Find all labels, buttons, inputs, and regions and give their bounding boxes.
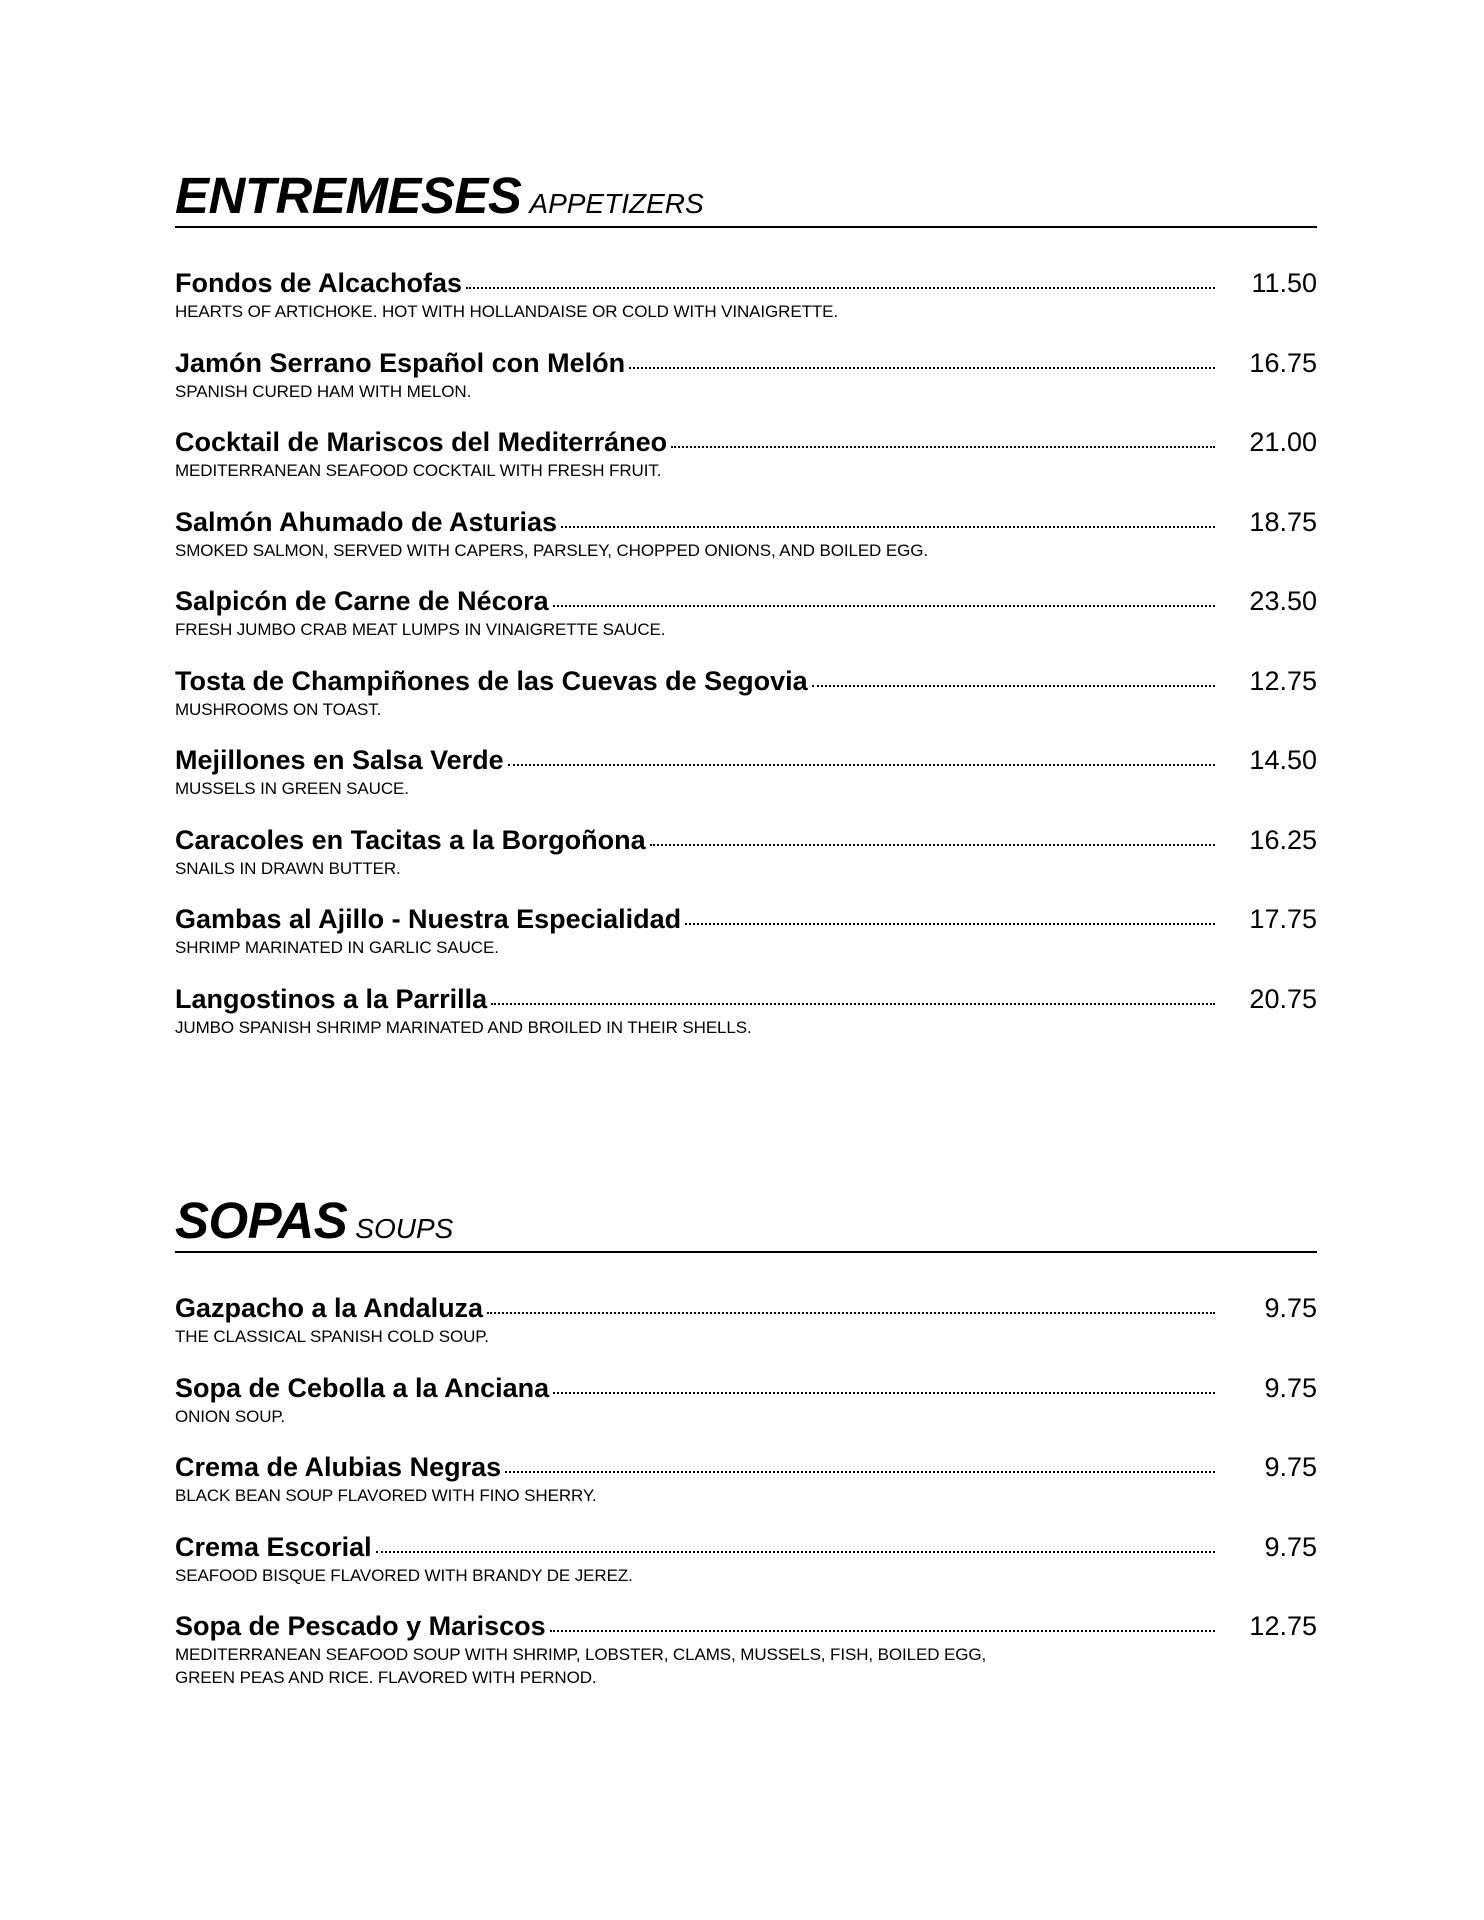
menu-item-price: 9.75 [1264, 1452, 1317, 1482]
menu-item-description: MEDITERRANEAN SEAFOOD SOUP WITH SHRIMP, LOBSTER, CLAMS, MUSSELS, FISH, BOILED EGG, [175, 1645, 987, 1664]
menu-item-description: BLACK BEAN SOUP FLAVORED WITH FINO SHERRY. [175, 1486, 597, 1505]
dotted-leader [553, 605, 1215, 607]
menu-item [175, 425, 1317, 505]
dotted-leader [561, 526, 1215, 528]
section-title: ENTREMESES [175, 167, 522, 224]
menu-item-description: FRESH JUMBO CRAB MEAT LUMPS IN VINAIGRETTE SAUCE. [175, 620, 666, 639]
menu-item-price: 12.75 [1249, 665, 1317, 696]
dotted-leader [505, 1471, 1215, 1473]
section-subtitle: APPETIZERS [529, 188, 704, 219]
dotted-leader [491, 1003, 1215, 1005]
section-appetizers [175, 167, 1317, 1061]
section-subtitle: SOUPS [355, 1213, 454, 1244]
menu-item [175, 505, 1317, 585]
menu-item [175, 743, 1317, 823]
menu-item-price: 14.50 [1249, 745, 1317, 775]
menu-item [175, 982, 1317, 1062]
menu-item-line [175, 1371, 1317, 1405]
menu-item-price: 18.75 [1249, 506, 1317, 537]
menu-item-name: Tosta de Champiñones de las Cuevas de Segovia [175, 665, 808, 696]
menu-item-name: Crema Escorial [175, 1531, 372, 1562]
menu-item-name: Mejillones en Salsa Verde [175, 745, 504, 775]
section-title: SOPAS [175, 1192, 348, 1249]
menu-item-line [175, 902, 1317, 936]
menu-item-price: 9.75 [1264, 1372, 1317, 1403]
menu-item-line [175, 346, 1317, 380]
menu-item-line [175, 505, 1317, 539]
menu-item [175, 346, 1317, 426]
menu-item-price: 21.00 [1249, 427, 1317, 457]
menu-item [175, 1291, 1317, 1371]
menu-item-name: Sopa de Pescado y Mariscos [175, 1611, 546, 1641]
menu-item-description: MUSSELS IN GREEN SAUCE. [175, 779, 409, 798]
menu-item-price: 9.75 [1264, 1293, 1317, 1323]
dotted-leader [629, 367, 1215, 369]
menu-item-price: 16.75 [1249, 347, 1317, 378]
dotted-leader [376, 1551, 1215, 1553]
menu-item-description: MUSHROOMS ON TOAST. [175, 699, 382, 719]
menu-item [175, 584, 1317, 664]
menu-item [175, 1450, 1317, 1530]
menu-item-price: 23.50 [1249, 586, 1317, 616]
menu-item [175, 1371, 1317, 1451]
menu-item-line [175, 823, 1317, 857]
menu-item [175, 664, 1317, 744]
menu-item-description: SHRIMP MARINATED IN GARLIC SAUCE. [175, 938, 499, 957]
menu-item-name: Jamón Serrano Español con Melón [175, 347, 626, 378]
menu-item [175, 1530, 1317, 1610]
menu-item-description: GREEN PEAS AND RICE. FLAVORED WITH PERNOD. [175, 1668, 597, 1687]
menu-item-line [175, 1450, 1317, 1484]
dotted-leader [671, 446, 1215, 448]
menu-item-name: Gazpacho a la Andaluza [175, 1293, 484, 1323]
menu-item-list [175, 266, 1317, 1061]
dotted-leader [550, 1630, 1215, 1632]
menu-item-description: THE CLASSICAL SPANISH COLD SOUP. [175, 1327, 489, 1346]
section-header [175, 1192, 1317, 1253]
dotted-leader [508, 764, 1215, 766]
menu-item-name: Langostinos a la Parrilla [175, 983, 488, 1014]
menu-item-name: Cocktail de Mariscos del Mediterráneo [175, 427, 668, 457]
menu-item-name: Crema de Alubias Negras [175, 1452, 502, 1482]
dotted-leader [685, 923, 1215, 925]
menu-item-name: Salpicón de Carne de Nécora [175, 586, 549, 616]
menu-item-price: 20.75 [1249, 983, 1317, 1014]
menu-item-description: JUMBO SPANISH SHRIMP MARINATED AND BROILED IN THEIR SHELLS. [175, 1017, 752, 1037]
menu-item-name: Caracoles en Tacitas a la Borgoñona [175, 824, 646, 855]
menu-item-line [175, 584, 1317, 618]
menu-item-line [175, 1609, 1317, 1643]
menu-item-line [175, 982, 1317, 1016]
menu-item-line [175, 743, 1317, 777]
menu-item-name: Gambas al Ajillo - Nuestra Especialidad [175, 904, 682, 934]
menu-item-line [175, 1291, 1317, 1325]
menu-item [175, 902, 1317, 982]
menu-item [175, 1609, 1317, 1689]
menu-item-description: SPANISH CURED HAM WITH MELON. [175, 381, 472, 401]
dotted-leader [487, 1312, 1215, 1314]
menu-item-description: HEARTS OF ARTICHOKE. HOT WITH HOLLANDAISE OR COLD WITH VINAIGRETTE. [175, 302, 838, 321]
menu-item-name: Fondos de Alcachofas [175, 268, 463, 298]
menu-item-description: SNAILS IN DRAWN BUTTER. [175, 858, 401, 878]
menu-item-line [175, 425, 1317, 459]
section-soups [175, 1192, 1317, 1689]
menu-item-description: MEDITERRANEAN SEAFOOD COCKTAIL WITH FRESH FRUIT. [175, 461, 662, 480]
menu-item-line [175, 266, 1317, 300]
section-header [175, 167, 1317, 228]
menu-item-price: 17.75 [1249, 904, 1317, 934]
dotted-leader [650, 844, 1215, 846]
menu-item-list [175, 1291, 1317, 1689]
menu-item-name: Sopa de Cebolla a la Anciana [175, 1372, 550, 1403]
menu-item-price: 11.50 [1251, 268, 1317, 298]
menu-item-description: SEAFOOD BISQUE FLAVORED WITH BRANDY DE JEREZ. [175, 1565, 633, 1585]
menu-item-price: 9.75 [1264, 1531, 1317, 1562]
menu-item [175, 266, 1317, 346]
menu-item-line [175, 1530, 1317, 1564]
menu-item-price: 12.75 [1249, 1611, 1317, 1641]
dotted-leader [812, 685, 1215, 687]
menu-item-line [175, 664, 1317, 698]
menu-item-name: Salmón Ahumado de Asturias [175, 506, 558, 537]
menu-item [175, 823, 1317, 903]
dotted-leader [466, 287, 1215, 289]
dotted-leader [553, 1392, 1215, 1394]
menu-item-description: ONION SOUP. [175, 1406, 286, 1426]
menu-item-description: SMOKED SALMON, SERVED WITH CAPERS, PARSLEY, CHOPPED ONIONS, AND BOILED EGG. [175, 540, 928, 560]
menu-item-price: 16.25 [1249, 824, 1317, 855]
